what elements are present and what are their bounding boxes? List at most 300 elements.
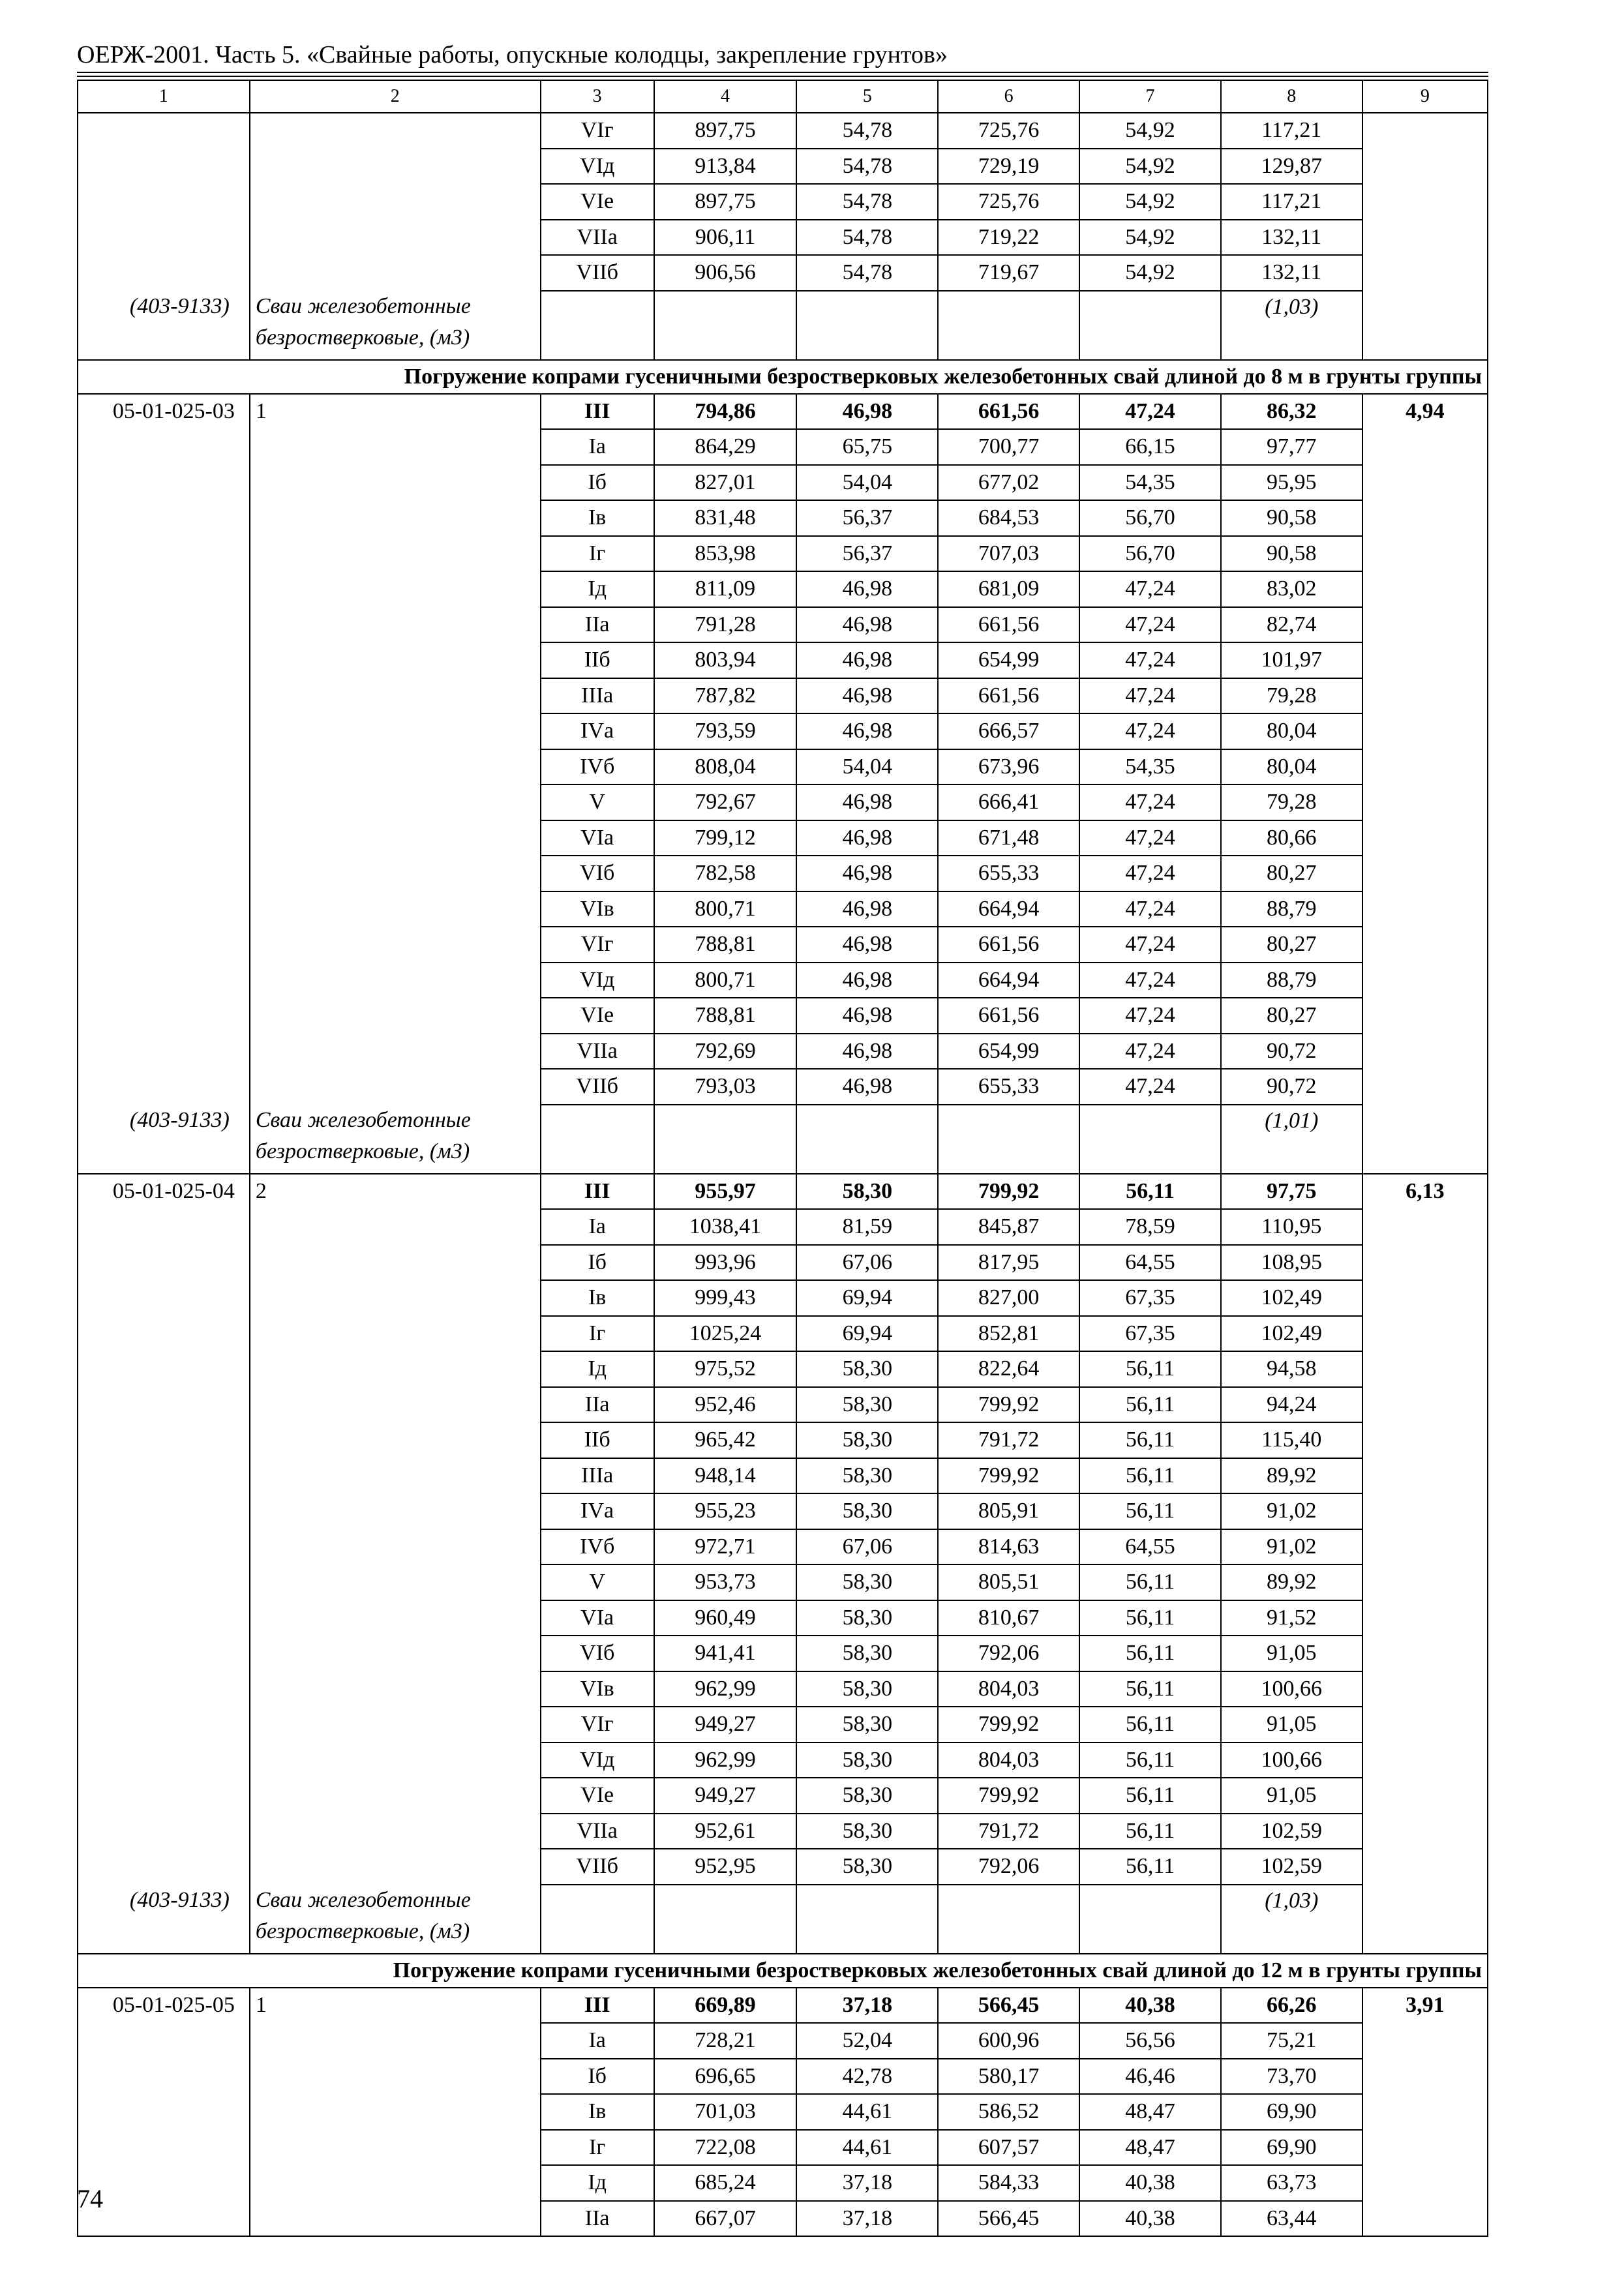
soil-group: VIIа xyxy=(541,1814,654,1849)
soil-group: IIб xyxy=(541,1422,654,1458)
rate-code xyxy=(78,1636,250,1671)
machinist-wages: 56,11 xyxy=(1079,1351,1221,1387)
section-heading: Погружение копрами гусеничными безростверковых железобетонных свай длиной до 12 м в грунты группы xyxy=(78,1954,1488,1988)
rate-code xyxy=(78,465,250,501)
machine-cost: 666,41 xyxy=(938,785,1079,820)
labor-index xyxy=(1362,1707,1488,1743)
machine-cost: 700,77 xyxy=(938,429,1079,465)
empty-cell xyxy=(1079,291,1221,360)
materials-cost: 91,02 xyxy=(1221,1493,1362,1529)
machine-cost: 661,56 xyxy=(938,927,1079,963)
rate-class xyxy=(250,184,541,220)
table-row xyxy=(78,149,1488,185)
total-cost: 960,49 xyxy=(654,1600,797,1636)
rate-code xyxy=(78,1422,250,1458)
soil-group: Iа xyxy=(541,429,654,465)
soil-group: Iб xyxy=(541,2059,654,2095)
soil-group: Iа xyxy=(541,2023,654,2059)
soil-group: VIб xyxy=(541,1636,654,1671)
total-cost: 827,01 xyxy=(654,465,797,501)
material-coefficient: (1,03) xyxy=(1221,1885,1362,1954)
materials-cost: 73,70 xyxy=(1221,2059,1362,2095)
wages: 56,37 xyxy=(796,536,938,572)
table-row xyxy=(78,1034,1488,1070)
labor-index: 6,13 xyxy=(1362,1174,1488,1210)
rate-code xyxy=(78,2094,250,2130)
rate-code xyxy=(78,963,250,998)
machinist-wages: 67,35 xyxy=(1079,1316,1221,1352)
wages: 44,61 xyxy=(796,2094,938,2130)
empty-cell xyxy=(1079,1885,1221,1954)
machinist-wages: 54,35 xyxy=(1079,749,1221,785)
column-number: 3 xyxy=(541,80,654,113)
machinist-wages: 56,11 xyxy=(1079,1387,1221,1423)
soil-group: VIа xyxy=(541,820,654,856)
machine-cost: 805,91 xyxy=(938,1493,1079,1529)
table-row xyxy=(78,571,1488,607)
soil-group: VIг xyxy=(541,1707,654,1743)
wages: 58,30 xyxy=(796,1671,938,1707)
empty-cell xyxy=(654,1105,797,1174)
labor-index xyxy=(1362,536,1488,572)
machinist-wages: 56,11 xyxy=(1079,1493,1221,1529)
machine-cost: 654,99 xyxy=(938,1034,1079,1070)
rate-code xyxy=(78,500,250,536)
empty-cell xyxy=(1362,291,1488,360)
rate-code xyxy=(78,785,250,820)
total-cost: 793,03 xyxy=(654,1069,797,1105)
table-row xyxy=(78,1316,1488,1352)
rate-code xyxy=(78,2023,250,2059)
wages: 56,37 xyxy=(796,500,938,536)
table-row xyxy=(78,713,1488,749)
rate-class xyxy=(250,1458,541,1494)
total-cost: 685,24 xyxy=(654,2165,797,2201)
total-cost: 831,48 xyxy=(654,500,797,536)
machinist-wages: 56,11 xyxy=(1079,1849,1221,1885)
total-cost: 669,89 xyxy=(654,1988,797,2024)
wages: 46,98 xyxy=(796,642,938,678)
total-cost: 999,43 xyxy=(654,1280,797,1316)
machine-cost: 799,92 xyxy=(938,1174,1079,1210)
rate-code xyxy=(78,1069,250,1105)
soil-group: III xyxy=(541,1988,654,2024)
machine-cost: 671,48 xyxy=(938,820,1079,856)
table-row xyxy=(78,2094,1488,2130)
rate-code xyxy=(78,820,250,856)
machine-cost: 661,56 xyxy=(938,998,1079,1034)
table-row xyxy=(78,1458,1488,1494)
machinist-wages: 54,92 xyxy=(1079,220,1221,256)
total-cost: 803,94 xyxy=(654,642,797,678)
table-row xyxy=(78,1564,1488,1600)
rate-class xyxy=(250,1849,541,1885)
soil-group: Iв xyxy=(541,1280,654,1316)
labor-index xyxy=(1362,1600,1488,1636)
rate-class xyxy=(250,571,541,607)
materials-cost: 91,05 xyxy=(1221,1778,1362,1814)
machinist-wages: 56,11 xyxy=(1079,1814,1221,1849)
labor-index xyxy=(1362,1422,1488,1458)
table-row xyxy=(78,1280,1488,1316)
labor-index xyxy=(1362,1849,1488,1885)
labor-index xyxy=(1362,642,1488,678)
labor-index xyxy=(1362,607,1488,643)
total-cost: 864,29 xyxy=(654,429,797,465)
rate-class xyxy=(250,1814,541,1849)
table-row xyxy=(78,1671,1488,1707)
materials-cost: 79,28 xyxy=(1221,785,1362,820)
wages: 37,18 xyxy=(796,2201,938,2237)
machinist-wages: 56,11 xyxy=(1079,1707,1221,1743)
rate-code xyxy=(78,1564,250,1600)
labor-index xyxy=(1362,184,1488,220)
empty-cell xyxy=(654,1885,797,1954)
total-cost: 799,12 xyxy=(654,820,797,856)
rate-code xyxy=(78,1280,250,1316)
empty-cell xyxy=(796,1105,938,1174)
wages: 54,04 xyxy=(796,749,938,785)
wages: 58,30 xyxy=(796,1387,938,1423)
total-cost: 975,52 xyxy=(654,1351,797,1387)
rate-code xyxy=(78,2130,250,2166)
machine-cost: 804,03 xyxy=(938,1743,1079,1778)
labor-index xyxy=(1362,820,1488,856)
table-row xyxy=(78,536,1488,572)
materials-cost: 79,28 xyxy=(1221,678,1362,714)
soil-group: VIа xyxy=(541,1600,654,1636)
labor-index xyxy=(1362,1387,1488,1423)
empty-cell xyxy=(796,291,938,360)
machine-cost: 666,57 xyxy=(938,713,1079,749)
machine-cost: 655,33 xyxy=(938,1069,1079,1105)
rate-code xyxy=(78,1316,250,1352)
materials-cost: 132,11 xyxy=(1221,220,1362,256)
soil-group: V xyxy=(541,785,654,820)
materials-cost: 94,24 xyxy=(1221,1387,1362,1423)
wages: 46,98 xyxy=(796,571,938,607)
table-row xyxy=(78,2165,1488,2201)
soil-group: VIIа xyxy=(541,1034,654,1070)
labor-index xyxy=(1362,1564,1488,1600)
materials-cost: 115,40 xyxy=(1221,1422,1362,1458)
machine-cost: 607,57 xyxy=(938,2130,1079,2166)
machine-cost: 792,06 xyxy=(938,1849,1079,1885)
rate-code xyxy=(78,1245,250,1281)
wages: 46,98 xyxy=(796,998,938,1034)
materials-cost: 129,87 xyxy=(1221,149,1362,185)
materials-cost: 80,27 xyxy=(1221,927,1362,963)
rate-code xyxy=(78,536,250,572)
rates-table-body xyxy=(78,80,1488,2236)
machine-cost: 792,06 xyxy=(938,1636,1079,1671)
materials-cost: 101,97 xyxy=(1221,642,1362,678)
table-row xyxy=(78,255,1488,291)
machine-cost: 725,76 xyxy=(938,184,1079,220)
machinist-wages: 47,24 xyxy=(1079,963,1221,998)
total-cost: 955,23 xyxy=(654,1493,797,1529)
machinist-wages: 54,35 xyxy=(1079,465,1221,501)
soil-group: VIIа xyxy=(541,220,654,256)
table-row xyxy=(78,963,1488,998)
total-cost: 962,99 xyxy=(654,1743,797,1778)
soil-group: IVб xyxy=(541,1529,654,1565)
rate-code: 05-01-025-05 xyxy=(78,1988,250,2024)
materials-cost: 69,90 xyxy=(1221,2130,1362,2166)
soil-group: IIб xyxy=(541,642,654,678)
soil-group: VIе xyxy=(541,1778,654,1814)
table-row xyxy=(78,678,1488,714)
soil-group: Iв xyxy=(541,2094,654,2130)
materials-cost: 102,49 xyxy=(1221,1316,1362,1352)
machinist-wages: 46,46 xyxy=(1079,2059,1221,2095)
soil-group: VIг xyxy=(541,927,654,963)
rate-class xyxy=(250,713,541,749)
total-cost: 722,08 xyxy=(654,2130,797,2166)
labor-index xyxy=(1362,927,1488,963)
rate-code xyxy=(78,607,250,643)
column-number: 2 xyxy=(250,80,541,113)
soil-group: VIIб xyxy=(541,1069,654,1105)
materials-cost: 66,26 xyxy=(1221,1988,1362,2024)
rate-code xyxy=(78,678,250,714)
column-number: 4 xyxy=(654,80,797,113)
table-row xyxy=(78,1387,1488,1423)
machinist-wages: 54,92 xyxy=(1079,184,1221,220)
table-row xyxy=(78,500,1488,536)
rate-class xyxy=(250,149,541,185)
total-cost: 1038,41 xyxy=(654,1209,797,1245)
labor-index xyxy=(1362,998,1488,1034)
rate-code xyxy=(78,220,250,256)
material-note-row xyxy=(78,291,1488,360)
materials-cost: 95,95 xyxy=(1221,465,1362,501)
labor-index: 4,94 xyxy=(1362,394,1488,430)
labor-index xyxy=(1362,1814,1488,1849)
rate-code xyxy=(78,1458,250,1494)
total-cost: 701,03 xyxy=(654,2094,797,2130)
table-row xyxy=(78,220,1488,256)
rate-code xyxy=(78,2059,250,2095)
wages: 54,78 xyxy=(796,184,938,220)
labor-index xyxy=(1362,2165,1488,2201)
table-row xyxy=(78,1600,1488,1636)
labor-index xyxy=(1362,113,1488,149)
labor-index xyxy=(1362,891,1488,927)
total-cost: 897,75 xyxy=(654,184,797,220)
table-row xyxy=(78,1529,1488,1565)
soil-group: IIа xyxy=(541,607,654,643)
soil-group: Iб xyxy=(541,465,654,501)
wages: 46,98 xyxy=(796,394,938,430)
wages: 52,04 xyxy=(796,2023,938,2059)
materials-cost: 86,32 xyxy=(1221,394,1362,430)
total-cost: 965,42 xyxy=(654,1422,797,1458)
rate-class xyxy=(250,1209,541,1245)
machinist-wages: 47,24 xyxy=(1079,891,1221,927)
table-row xyxy=(78,1707,1488,1743)
materials-cost: 89,92 xyxy=(1221,1458,1362,1494)
machine-cost: 566,45 xyxy=(938,1988,1079,2024)
wages: 46,98 xyxy=(796,856,938,891)
rate-class xyxy=(250,465,541,501)
table-row xyxy=(78,465,1488,501)
materials-cost: 89,92 xyxy=(1221,1564,1362,1600)
labor-index xyxy=(1362,1493,1488,1529)
material-coefficient: (1,01) xyxy=(1221,1105,1362,1174)
total-cost: 949,27 xyxy=(654,1707,797,1743)
rate-code xyxy=(78,1209,250,1245)
labor-index xyxy=(1362,1280,1488,1316)
machine-cost: 566,45 xyxy=(938,2201,1079,2237)
rate-class xyxy=(250,1636,541,1671)
rate-code xyxy=(78,749,250,785)
total-cost: 972,71 xyxy=(654,1529,797,1565)
total-cost: 953,73 xyxy=(654,1564,797,1600)
soil-group: IIIа xyxy=(541,1458,654,1494)
table-row xyxy=(78,1493,1488,1529)
soil-group: VIIб xyxy=(541,255,654,291)
materials-cost: 90,72 xyxy=(1221,1034,1362,1070)
machinist-wages: 66,15 xyxy=(1079,429,1221,465)
soil-group: IIIа xyxy=(541,678,654,714)
materials-cost: 94,58 xyxy=(1221,1351,1362,1387)
machinist-wages: 40,38 xyxy=(1079,2201,1221,2237)
materials-cost: 75,21 xyxy=(1221,2023,1362,2059)
empty-cell xyxy=(541,1105,654,1174)
soil-group: IIа xyxy=(541,2201,654,2237)
wages: 58,30 xyxy=(796,1458,938,1494)
machinist-wages: 56,11 xyxy=(1079,1174,1221,1210)
column-number: 8 xyxy=(1221,80,1362,113)
machinist-wages: 40,38 xyxy=(1079,1988,1221,2024)
machinist-wages: 54,92 xyxy=(1079,149,1221,185)
rate-class xyxy=(250,820,541,856)
rate-class xyxy=(250,2059,541,2095)
machinist-wages: 56,11 xyxy=(1079,1564,1221,1600)
rate-code xyxy=(78,571,250,607)
soil-group: Iб xyxy=(541,1245,654,1281)
soil-group: VIд xyxy=(541,149,654,185)
labor-index xyxy=(1362,429,1488,465)
column-number-row xyxy=(78,80,1488,113)
wages: 58,30 xyxy=(796,1778,938,1814)
total-cost: 913,84 xyxy=(654,149,797,185)
empty-cell xyxy=(1362,1885,1488,1954)
material-coefficient: (1,03) xyxy=(1221,291,1362,360)
machine-cost: 805,51 xyxy=(938,1564,1079,1600)
machinist-wages: 47,24 xyxy=(1079,856,1221,891)
wages: 58,30 xyxy=(796,1351,938,1387)
empty-cell xyxy=(796,1885,938,1954)
column-number: 6 xyxy=(938,80,1079,113)
machine-cost: 799,92 xyxy=(938,1707,1079,1743)
soil-group: VIе xyxy=(541,998,654,1034)
total-cost: 794,86 xyxy=(654,394,797,430)
machine-cost: 580,17 xyxy=(938,2059,1079,2095)
soil-group: IVб xyxy=(541,749,654,785)
soil-group: VIе xyxy=(541,184,654,220)
rate-code xyxy=(78,2201,250,2237)
rate-class: 2 xyxy=(250,1174,541,1210)
rates-table xyxy=(77,80,1488,2237)
labor-index xyxy=(1362,255,1488,291)
rate-class xyxy=(250,2023,541,2059)
labor-index xyxy=(1362,220,1488,256)
rate-class: 1 xyxy=(250,1988,541,2024)
table-row xyxy=(78,1245,1488,1281)
machinist-wages: 64,55 xyxy=(1079,1245,1221,1281)
labor-index xyxy=(1362,149,1488,185)
labor-index xyxy=(1362,1034,1488,1070)
table-row xyxy=(78,749,1488,785)
total-cost: 897,75 xyxy=(654,113,797,149)
column-number: 9 xyxy=(1362,80,1488,113)
rate-code xyxy=(78,2165,250,2201)
materials-cost: 91,05 xyxy=(1221,1636,1362,1671)
labor-index xyxy=(1362,1529,1488,1565)
machinist-wages: 56,11 xyxy=(1079,1636,1221,1671)
labor-index xyxy=(1362,1316,1488,1352)
machinist-wages: 54,92 xyxy=(1079,113,1221,149)
rate-code xyxy=(78,1529,250,1565)
machine-cost: 799,92 xyxy=(938,1387,1079,1423)
rate-class xyxy=(250,856,541,891)
machine-cost: 681,09 xyxy=(938,571,1079,607)
materials-cost: 132,11 xyxy=(1221,255,1362,291)
rate-class xyxy=(250,2130,541,2166)
total-cost: 952,95 xyxy=(654,1849,797,1885)
materials-cost: 117,21 xyxy=(1221,113,1362,149)
total-cost: 993,96 xyxy=(654,1245,797,1281)
machinist-wages: 56,11 xyxy=(1079,1743,1221,1778)
table-row xyxy=(78,113,1488,149)
rate-class xyxy=(250,1778,541,1814)
section-heading: Погружение копрами гусеничными безростверковых железобетонных свай длиной до 8 м в грунты группы xyxy=(78,360,1488,394)
materials-cost: 83,02 xyxy=(1221,571,1362,607)
section-heading-row xyxy=(78,360,1488,394)
machinist-wages: 47,24 xyxy=(1079,1069,1221,1105)
table-row xyxy=(78,998,1488,1034)
rate-code xyxy=(78,642,250,678)
rate-code xyxy=(78,429,250,465)
soil-group: VIб xyxy=(541,856,654,891)
soil-group: IIа xyxy=(541,1387,654,1423)
table-row xyxy=(78,1209,1488,1245)
soil-group: V xyxy=(541,1564,654,1600)
wages: 46,98 xyxy=(796,713,938,749)
rate-code xyxy=(78,998,250,1034)
machine-cost: 719,22 xyxy=(938,220,1079,256)
machine-cost: 584,33 xyxy=(938,2165,1079,2201)
materials-cost: 117,21 xyxy=(1221,184,1362,220)
wages: 81,59 xyxy=(796,1209,938,1245)
rate-class xyxy=(250,963,541,998)
wages: 37,18 xyxy=(796,1988,938,2024)
machinist-wages: 56,70 xyxy=(1079,500,1221,536)
materials-cost: 102,49 xyxy=(1221,1280,1362,1316)
table-row xyxy=(78,607,1488,643)
rate-class xyxy=(250,2094,541,2130)
wages: 54,04 xyxy=(796,465,938,501)
materials-cost: 91,52 xyxy=(1221,1600,1362,1636)
total-cost: 788,81 xyxy=(654,927,797,963)
machine-cost: 719,67 xyxy=(938,255,1079,291)
rate-code xyxy=(78,1778,250,1814)
machine-cost: 707,03 xyxy=(938,536,1079,572)
total-cost: 696,65 xyxy=(654,2059,797,2095)
machine-cost: 814,63 xyxy=(938,1529,1079,1565)
